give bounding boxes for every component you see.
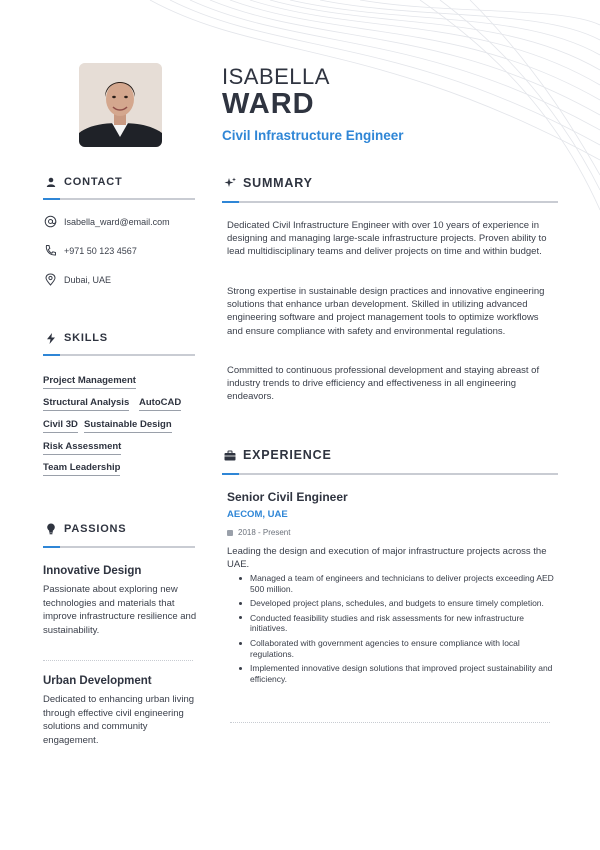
job-bullet: Developed project plans, schedules, and budgets to ensure timely completion.	[236, 598, 556, 609]
summary-paragraph: Dedicated Civil Infrastructure Engineer with over 10 years of experience in designing and managing large-scale infrastructure projects. Proven ability to lead multidisciplinary teams and deliver projects on time and within budget.	[227, 220, 547, 258]
passion-text: Passionate about exploring new technologies and materials that improve infrastructure resilience and sustainability.	[43, 584, 197, 636]
skill-tag: Civil 3D	[43, 419, 78, 433]
phone-text: +971 50 123 4567	[64, 245, 137, 256]
briefcase-icon	[224, 449, 236, 461]
phone-icon	[44, 244, 57, 257]
summary-paragraph: Committed to continuous professional development and staying abreast of industry trends to drive efficiency and effectiveness in all engineering endeavors.	[227, 365, 540, 403]
skills-rule	[43, 354, 195, 356]
user-icon	[45, 176, 57, 188]
job-role: Senior Civil Engineer	[227, 490, 348, 504]
skill-tag: Structural Analysis	[43, 397, 129, 411]
passion-divider	[43, 660, 193, 661]
contact-email[interactable]	[44, 215, 170, 228]
map-pin-icon	[44, 273, 57, 286]
at-sign-icon	[44, 215, 57, 228]
skill-tag: AutoCAD	[139, 397, 181, 411]
contact-heading	[45, 176, 123, 188]
profile-photo	[79, 63, 162, 147]
job-bullet: Collaborated with government agencies to ensure compliance with local regulations.	[236, 638, 556, 659]
skill-tag: Project Management	[43, 375, 136, 389]
passion-text: Dedicated to enhancing urban living through effective civil engineering solutions and community engagement.	[43, 694, 195, 746]
calendar-icon	[227, 530, 233, 536]
job-dates	[227, 528, 290, 537]
passion-title: Innovative Design	[43, 565, 142, 577]
passion-title: Urban Development	[43, 675, 152, 687]
job-bullet: Conducted feasibility studies and risk assessments for new infrastructure initiatives.	[236, 613, 556, 634]
experience-heading-label: EXPERIENCE	[243, 448, 332, 462]
bolt-icon	[45, 332, 57, 344]
email-text: Isabella_ward@email.com	[64, 216, 170, 227]
last-name: WARD	[222, 88, 315, 120]
job-bullet: Managed a team of engineers and technicians to deliver projects exceeding AED 500 million.	[236, 573, 556, 594]
skill-tag: Team Leadership	[43, 462, 120, 476]
summary-paragraph: Strong expertise in sustainable design practices and innovative engineering solutions that enhance urban development. Skilled in utilizing advanced engineering software and project management tools to optimize workflows and ensure compliance with safety and environmental regulations.	[227, 286, 545, 337]
experience-rule	[222, 473, 558, 475]
lightbulb-icon	[45, 523, 57, 535]
job-title: Civil Infrastructure Engineer	[222, 128, 404, 143]
job-bullets	[236, 573, 556, 688]
passions-rule	[43, 546, 195, 548]
experience-divider	[230, 722, 550, 723]
contact-rule	[43, 198, 195, 200]
experience-heading	[224, 448, 332, 462]
job-bullet: Implemented innovative design solutions that improved project sustainability and efficiency.	[236, 663, 556, 684]
location-text: Dubai, UAE	[64, 274, 112, 285]
job-company: AECOM, UAE	[227, 509, 288, 520]
skills-heading-label: SKILLS	[64, 332, 108, 344]
contact-heading-label: CONTACT	[64, 176, 123, 188]
sparkle-icon	[224, 177, 236, 189]
summary-heading-label: SUMMARY	[243, 176, 313, 190]
skills-heading	[45, 332, 108, 344]
skill-tag: Sustainable Design	[84, 419, 172, 433]
passions-heading-label: PASSIONS	[64, 523, 127, 535]
contact-location	[44, 273, 111, 286]
passions-heading	[45, 523, 126, 535]
job-dates-text: 2018 - Present	[238, 528, 291, 537]
skill-tag: Risk Assessment	[43, 441, 121, 455]
summary-rule	[222, 201, 558, 203]
first-name: ISABELLA	[222, 64, 330, 89]
job-summary: Leading the design and execution of major infrastructure projects across the UAE.	[227, 546, 547, 570]
summary-heading	[224, 176, 313, 190]
contact-phone[interactable]	[44, 244, 137, 257]
